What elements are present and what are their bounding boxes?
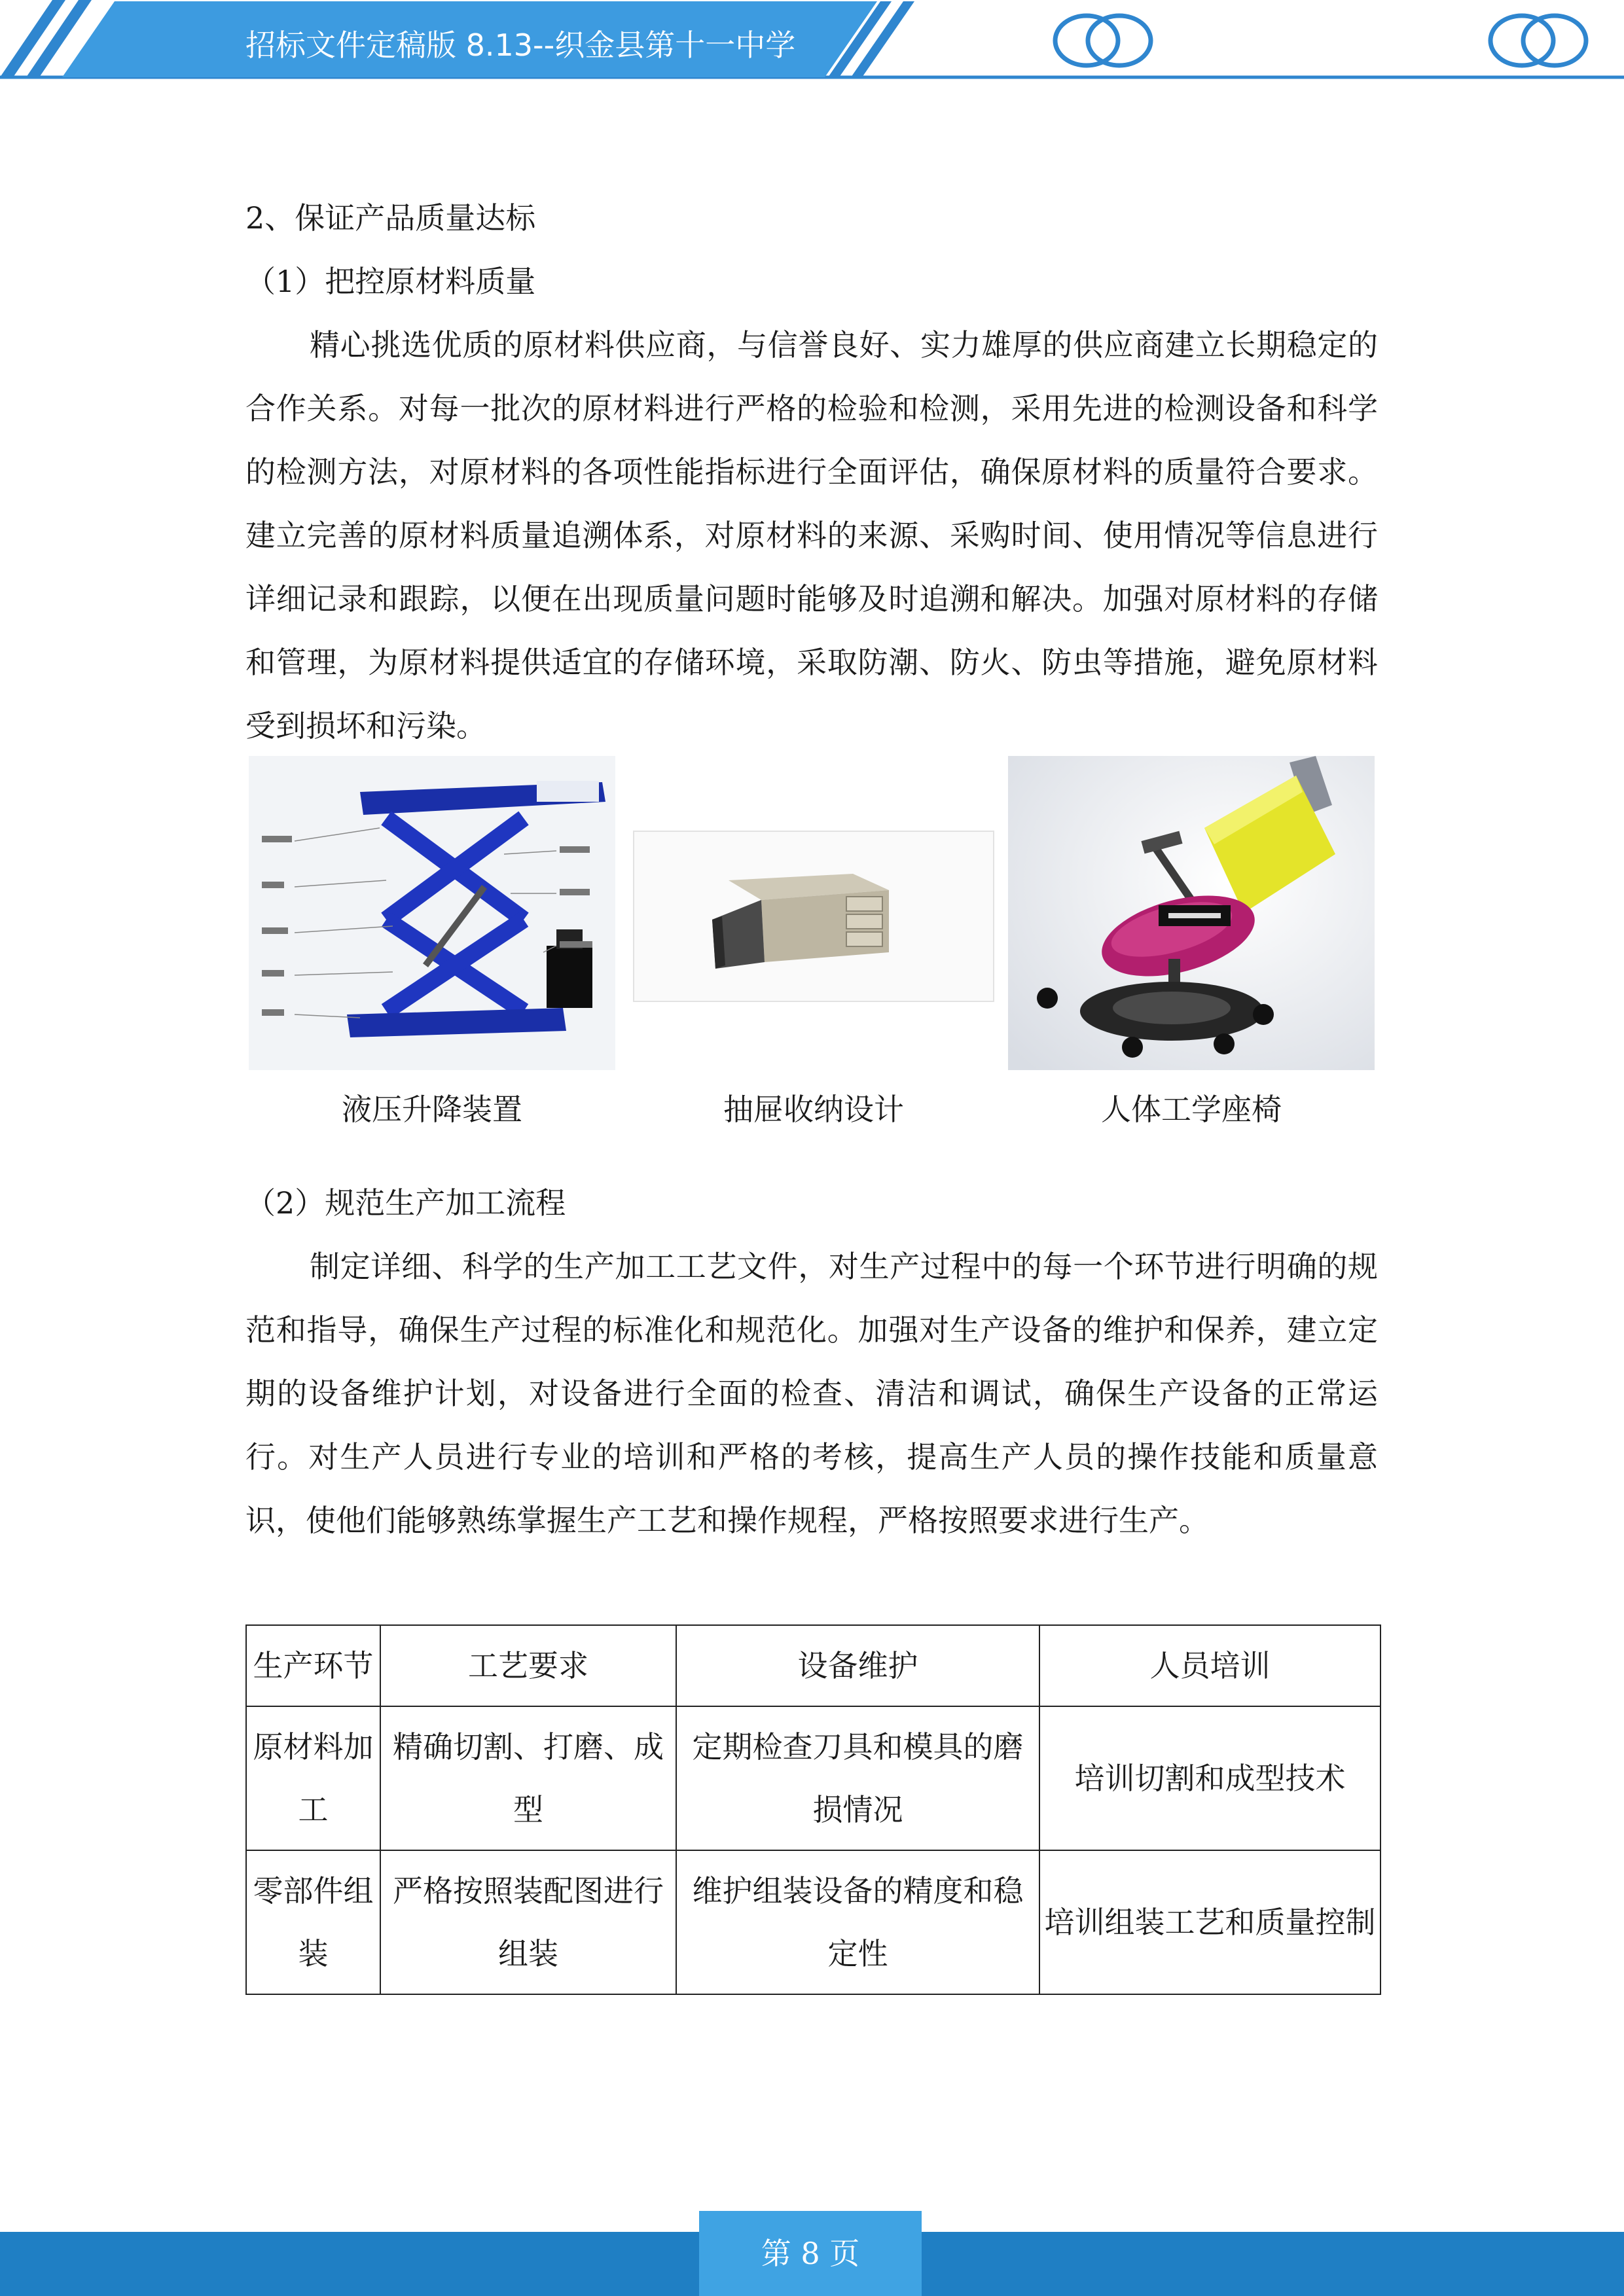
table-cell: 培训组装工艺和质量控制 bbox=[1039, 1850, 1380, 1994]
production-table bbox=[245, 1624, 1381, 1995]
header-title: 招标文件定稿版 8.13--织金县第十一中学 bbox=[245, 27, 796, 63]
table-cell: 维护组装设备的精度和稳定性 bbox=[676, 1850, 1039, 1994]
figure-row bbox=[245, 756, 1378, 1136]
paragraph-production-process: 制定详细、科学的生产加工工艺文件，对生产过程中的每一个环节进行明确的规范和指导，确保生产过程的标准化和规范化。加强对生产设备的维护和保养，建立定期的设备维护计划，对设备进行全面的检查、清洁和调试，确保生产设备的正常运行。对生产人员进行专业的培训和严格的考核，提高生产人员的操作技能和质量意识，使他们能够熟练掌握生产工艺和操作规程，严格按照要求进行生产。 bbox=[245, 1249, 1378, 1538]
subsection-heading-1: （1）把控原材料质量 bbox=[245, 264, 536, 299]
table-cell: 培训切割和成型技术 bbox=[1039, 1706, 1380, 1850]
table-header-cell: 工艺要求 bbox=[380, 1625, 676, 1706]
table-cell: 原材料加工 bbox=[246, 1706, 380, 1850]
hydraulic-lift-image bbox=[249, 756, 615, 1070]
drawer-desk-image bbox=[630, 756, 997, 1070]
paragraph-1-block bbox=[245, 314, 1378, 758]
table-header-row bbox=[246, 1625, 1380, 1706]
table-header-cell: 设备维护 bbox=[676, 1625, 1039, 1706]
table-cell: 零部件组装 bbox=[246, 1850, 380, 1994]
figure-caption: 人体工学座椅 bbox=[1101, 1092, 1282, 1127]
figure-caption: 抽屉收纳设计 bbox=[723, 1092, 904, 1127]
ergonomic-chair-image bbox=[1008, 756, 1375, 1070]
table-header-cell: 生产环节 bbox=[246, 1625, 380, 1706]
rings-logo-icon-right bbox=[1490, 16, 1586, 65]
subsection-heading-2: （2）规范生产加工流程 bbox=[245, 1185, 566, 1221]
figure-ergonomic-chair bbox=[1008, 756, 1375, 1127]
table-row bbox=[246, 1706, 1380, 1850]
page-number: 第 8 页 bbox=[761, 2236, 860, 2271]
table-cell: 精确切割、打磨、成型 bbox=[380, 1706, 676, 1850]
paragraph-2-block bbox=[245, 1235, 1378, 1552]
rings-logo-icon bbox=[1055, 16, 1151, 65]
section-1 bbox=[245, 187, 1378, 758]
section-2 bbox=[245, 1172, 1378, 1552]
table-cell: 严格按照装配图进行组装 bbox=[380, 1850, 676, 1994]
figure-drawer-storage bbox=[630, 756, 997, 1127]
figure-hydraulic-lift bbox=[249, 756, 615, 1127]
table-header-cell: 人员培训 bbox=[1039, 1625, 1380, 1706]
paragraph-raw-materials: 精心挑选优质的原材料供应商，与信誉良好、实力雄厚的供应商建立长期稳定的合作关系。对每一批次的原材料进行严格的检验和检测，采用先进的检测设备和科学的检测方法，对原材料的各项性能指标进行全面评估，确保原材料的质量符合要求。建立完善的原材料质量追溯体系，对原材料的来源、采购时间、使用情况等信息进行详细记录和跟踪，以便在出现质量问题时能够及时追溯和解决。加强对原材料的存储和管理，为原材料提供适宜的存储环境，采取防潮、防火、防虫等措施，避免原材料受到损坏和污染。 bbox=[245, 327, 1378, 744]
figure-caption: 液压升降装置 bbox=[342, 1092, 522, 1127]
section-heading: 2、保证产品质量达标 bbox=[245, 200, 536, 236]
page-header bbox=[0, 0, 1624, 85]
table-cell: 定期检查刀具和模具的磨损情况 bbox=[676, 1706, 1039, 1850]
header-banner-graphic bbox=[0, 0, 1624, 85]
table-row bbox=[246, 1850, 1380, 1994]
